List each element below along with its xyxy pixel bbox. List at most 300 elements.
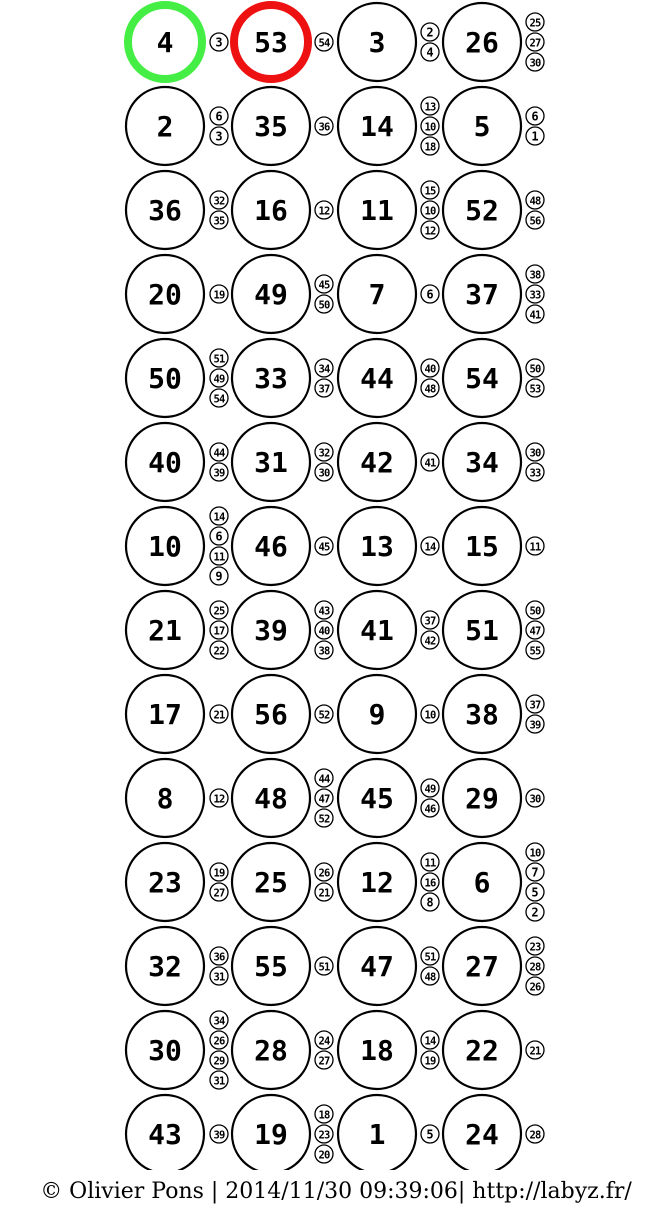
hint-number: 51	[424, 951, 436, 964]
cell-number: 39	[254, 614, 288, 647]
cell-52[interactable]	[443, 171, 521, 249]
hint-32	[210, 191, 228, 209]
cell-number: 17	[148, 698, 182, 731]
hint-32	[315, 443, 333, 461]
hint-number: 6	[426, 287, 434, 302]
hint-36	[315, 117, 333, 135]
hint-number: 26	[529, 981, 541, 994]
cell-25[interactable]	[232, 843, 310, 921]
hint-number: 45	[318, 541, 330, 554]
hint-38	[526, 265, 544, 283]
hint-number: 30	[529, 57, 541, 70]
cell-number: 6	[473, 866, 491, 899]
hint-number: 10	[529, 847, 541, 860]
cell-2[interactable]	[126, 87, 204, 165]
hint-number: 6	[215, 529, 223, 544]
hint-number: 51	[213, 353, 225, 366]
cell-number: 53	[254, 26, 288, 59]
hint-number: 30	[529, 793, 541, 806]
hint-37	[421, 611, 439, 629]
hint-number: 16	[424, 877, 436, 890]
cell-number: 56	[254, 698, 288, 731]
cell-31[interactable]	[232, 423, 310, 501]
cell-38[interactable]	[443, 675, 521, 753]
hint-number: 53	[529, 383, 541, 396]
hint-55	[526, 641, 544, 659]
cell-23[interactable]	[126, 843, 204, 921]
hint-37	[315, 379, 333, 397]
cell-number: 16	[254, 194, 288, 227]
hint-44	[315, 769, 333, 787]
hint-number: 33	[529, 467, 541, 480]
hint-14	[210, 507, 228, 525]
cell-43[interactable]	[126, 1095, 204, 1170]
hint-53	[526, 379, 544, 397]
hint-19	[421, 1051, 439, 1069]
cell-30[interactable]	[126, 1011, 204, 1089]
hint-number: 32	[213, 195, 225, 208]
cell-40[interactable]	[126, 423, 204, 501]
hint-number: 35	[213, 215, 225, 228]
cell-20[interactable]	[126, 255, 204, 333]
hint-number: 50	[318, 299, 330, 312]
hint-number: 14	[424, 1035, 436, 1048]
cell-17[interactable]	[126, 675, 204, 753]
hint-10	[421, 705, 439, 723]
cell-number: 18	[360, 1034, 394, 1067]
cell-42[interactable]	[338, 423, 416, 501]
hint-29	[210, 1051, 228, 1069]
hint-number: 10	[424, 121, 436, 134]
hint-number: 38	[529, 269, 541, 282]
cell-number: 27	[465, 950, 499, 983]
hint-number: 52	[318, 709, 330, 722]
hint-number: 23	[529, 941, 541, 954]
cell-41[interactable]	[338, 591, 416, 669]
hint-43	[315, 601, 333, 619]
hint-number: 2	[531, 905, 539, 920]
cell-56[interactable]	[232, 675, 310, 753]
hint-number: 2	[426, 25, 434, 40]
hint-51	[210, 349, 228, 367]
hint-number: 34	[213, 1015, 225, 1028]
hint-34	[315, 359, 333, 377]
hint-number: 27	[318, 1055, 330, 1068]
hint-number: 15	[424, 185, 436, 198]
cell-21[interactable]	[126, 591, 204, 669]
cell-number: 41	[360, 614, 394, 647]
cell-8[interactable]	[126, 759, 204, 837]
hint-number: 49	[213, 373, 225, 386]
hint-18	[315, 1105, 333, 1123]
cell-number: 20	[148, 278, 182, 311]
hint-56	[526, 211, 544, 229]
hint-24	[315, 1031, 333, 1049]
hint-10	[421, 117, 439, 135]
hint-37	[526, 695, 544, 713]
cell-number: 36	[148, 194, 182, 227]
hint-number: 32	[318, 447, 330, 460]
cell-53[interactable]	[234, 5, 308, 79]
hint-25	[210, 601, 228, 619]
hint-18	[421, 137, 439, 155]
cell-number: 40	[148, 446, 182, 479]
cell-50[interactable]	[126, 339, 204, 417]
hint-45	[315, 275, 333, 293]
hint-number: 37	[424, 615, 436, 628]
cell-number: 5	[473, 110, 491, 143]
hint-number: 52	[318, 813, 330, 826]
cell-number: 14	[360, 110, 394, 143]
hint-28	[526, 1125, 544, 1143]
cell-number: 25	[254, 866, 288, 899]
hint-27	[315, 1051, 333, 1069]
hint-5	[526, 883, 544, 901]
cell-number: 4	[156, 26, 174, 59]
hint-number: 27	[529, 37, 541, 50]
cell-19[interactable]	[232, 1095, 310, 1170]
hint-38	[315, 641, 333, 659]
cell-number: 19	[254, 1118, 288, 1151]
hint-48	[526, 191, 544, 209]
cell-46[interactable]	[232, 507, 310, 585]
hint-23	[526, 937, 544, 955]
hint-number: 36	[318, 121, 330, 134]
hint-number: 41	[529, 309, 541, 322]
cell-number: 48	[254, 782, 288, 815]
cell-number: 24	[465, 1118, 499, 1151]
cell-3[interactable]	[338, 3, 416, 81]
hint-50	[526, 601, 544, 619]
hint-40	[315, 621, 333, 639]
cell-47[interactable]	[338, 927, 416, 1005]
hint-number: 45	[318, 279, 330, 292]
cell-number: 49	[254, 278, 288, 311]
hint-number: 3	[215, 129, 223, 144]
hint-number: 13	[424, 101, 436, 114]
cell-number: 22	[465, 1034, 499, 1067]
hint-number: 40	[318, 625, 330, 638]
cell-number: 26	[465, 26, 499, 59]
hint-31	[210, 967, 228, 985]
cell-number: 31	[254, 446, 288, 479]
cell-number: 51	[465, 614, 499, 647]
cell-number: 54	[465, 362, 499, 395]
hint-9	[210, 567, 228, 585]
cell-number: 23	[148, 866, 182, 899]
hint-39	[210, 1125, 228, 1143]
hint-number: 39	[213, 467, 225, 480]
cell-number: 13	[360, 530, 394, 563]
hint-number: 6	[531, 109, 539, 124]
hint-number: 30	[529, 447, 541, 460]
cell-55[interactable]	[232, 927, 310, 1005]
hint-number: 20	[318, 1149, 330, 1162]
hint-11	[210, 547, 228, 565]
hint-number: 44	[318, 773, 330, 786]
hint-50	[526, 359, 544, 377]
cell-22[interactable]	[443, 1011, 521, 1089]
hint-number: 25	[529, 17, 541, 30]
hint-number: 21	[213, 709, 225, 722]
cell-number: 12	[360, 866, 394, 899]
cell-36[interactable]	[126, 171, 204, 249]
hint-45	[315, 537, 333, 555]
cell-number: 7	[368, 278, 386, 311]
hint-30	[315, 463, 333, 481]
hint-number: 14	[213, 511, 225, 524]
hint-39	[526, 715, 544, 733]
cell-number: 34	[465, 446, 499, 479]
hint-number: 54	[213, 393, 225, 406]
hint-12	[421, 221, 439, 239]
hint-number: 21	[529, 1045, 541, 1058]
hint-17	[210, 621, 228, 639]
hint-19	[210, 285, 228, 303]
cell-33[interactable]	[232, 339, 310, 417]
hint-number: 18	[318, 1109, 330, 1122]
hint-number: 26	[213, 1035, 225, 1048]
cell-37[interactable]	[443, 255, 521, 333]
hint-number: 4	[426, 45, 434, 60]
hint-number: 44	[213, 447, 225, 460]
cell-51[interactable]	[443, 591, 521, 669]
hint-number: 40	[424, 363, 436, 376]
hint-number: 11	[213, 551, 225, 564]
hint-number: 28	[529, 1129, 541, 1142]
hint-39	[210, 463, 228, 481]
cell-number: 9	[368, 698, 386, 731]
hint-54	[315, 33, 333, 51]
hint-30	[526, 443, 544, 461]
hint-51	[421, 947, 439, 965]
hint-number: 5	[426, 1127, 434, 1142]
hint-number: 30	[318, 467, 330, 480]
cell-29[interactable]	[443, 759, 521, 837]
hint-13	[421, 97, 439, 115]
cell-number: 50	[148, 362, 182, 395]
hint-3	[210, 33, 228, 51]
hint-number: 50	[529, 605, 541, 618]
hint-12	[315, 201, 333, 219]
cell-24[interactable]	[443, 1095, 521, 1170]
hint-11	[526, 537, 544, 555]
hint-number: 27	[213, 887, 225, 900]
hint-number: 11	[424, 857, 436, 870]
hint-number: 42	[424, 635, 436, 648]
hint-number: 10	[424, 205, 436, 218]
hint-14	[421, 537, 439, 555]
cell-49[interactable]	[232, 255, 310, 333]
hint-number: 43	[318, 605, 330, 618]
hint-2	[421, 23, 439, 41]
cell-39[interactable]	[232, 591, 310, 669]
hint-49	[421, 779, 439, 797]
hint-number: 38	[318, 645, 330, 658]
cell-54[interactable]	[443, 339, 521, 417]
hint-20	[315, 1145, 333, 1163]
hint-52	[315, 705, 333, 723]
hint-22	[210, 641, 228, 659]
hint-number: 25	[213, 605, 225, 618]
hint-number: 28	[529, 961, 541, 974]
hint-number: 5	[531, 885, 539, 900]
hint-35	[210, 211, 228, 229]
hint-50	[315, 295, 333, 313]
cell-14[interactable]	[338, 87, 416, 165]
hint-51	[315, 957, 333, 975]
hint-21	[210, 705, 228, 723]
hint-number: 34	[318, 363, 330, 376]
hint-number: 3	[215, 35, 223, 50]
cell-9[interactable]	[338, 675, 416, 753]
hint-number: 14	[424, 541, 436, 554]
hint-number: 19	[424, 1055, 436, 1068]
hint-6	[210, 527, 228, 545]
hint-number: 48	[424, 383, 436, 396]
hint-27	[210, 883, 228, 901]
hint-4	[421, 43, 439, 61]
hint-number: 22	[213, 645, 225, 658]
hint-number: 23	[318, 1129, 330, 1142]
cell-number: 32	[148, 950, 182, 983]
cell-number: 45	[360, 782, 394, 815]
cell-34[interactable]	[443, 423, 521, 501]
cell-10[interactable]	[126, 507, 204, 585]
cell-32[interactable]	[126, 927, 204, 1005]
cell-12[interactable]	[338, 843, 416, 921]
cell-4[interactable]	[128, 5, 202, 79]
cell-number: 21	[148, 614, 182, 647]
hint-40	[421, 359, 439, 377]
hint-number: 48	[529, 195, 541, 208]
hint-number: 31	[213, 971, 225, 984]
hint-1	[526, 127, 544, 145]
hint-number: 55	[529, 645, 541, 658]
cell-number: 3	[368, 26, 386, 59]
cell-number: 46	[254, 530, 288, 563]
hint-11	[421, 853, 439, 871]
hint-number: 18	[424, 141, 436, 154]
copyright-footer: © Olivier Pons | 2014/11/30 09:39:06| http://labyz.fr/	[40, 1179, 632, 1204]
cell-number: 28	[254, 1034, 288, 1067]
hint-33	[526, 463, 544, 481]
hint-36	[210, 947, 228, 965]
cell-27[interactable]	[443, 927, 521, 1005]
hint-number: 19	[213, 867, 225, 880]
hint-number: 6	[215, 109, 223, 124]
hint-34	[210, 1011, 228, 1029]
hint-7	[526, 863, 544, 881]
hint-number: 17	[213, 625, 225, 638]
hint-47	[315, 789, 333, 807]
hint-number: 12	[213, 793, 225, 806]
hint-number: 37	[318, 383, 330, 396]
hint-number: 54	[318, 37, 330, 50]
hint-19	[210, 863, 228, 881]
hint-10	[421, 201, 439, 219]
hint-10	[526, 843, 544, 861]
cell-7[interactable]	[338, 255, 416, 333]
hint-47	[526, 621, 544, 639]
hint-49	[210, 369, 228, 387]
hint-21	[315, 883, 333, 901]
hint-number: 46	[424, 803, 436, 816]
hint-number: 26	[318, 867, 330, 880]
hint-25	[526, 13, 544, 31]
hint-31	[210, 1071, 228, 1089]
cell-number: 52	[465, 194, 499, 227]
cell-number: 2	[156, 110, 174, 143]
hint-number: 48	[424, 971, 436, 984]
cell-48[interactable]	[232, 759, 310, 837]
hint-number: 24	[318, 1035, 330, 1048]
hint-44	[210, 443, 228, 461]
cell-18[interactable]	[338, 1011, 416, 1089]
hint-16	[421, 873, 439, 891]
cell-number: 38	[465, 698, 499, 731]
hint-41	[526, 305, 544, 323]
hint-number: 50	[529, 363, 541, 376]
hint-48	[421, 967, 439, 985]
hint-number: 49	[424, 783, 436, 796]
hint-number: 12	[318, 205, 330, 218]
cell-1[interactable]	[338, 1095, 416, 1170]
hint-3	[210, 127, 228, 145]
cell-35[interactable]	[232, 87, 310, 165]
cell-13[interactable]	[338, 507, 416, 585]
hint-number: 19	[213, 289, 225, 302]
hint-8	[421, 893, 439, 911]
cell-number: 29	[465, 782, 499, 815]
hint-number: 47	[529, 625, 541, 638]
hint-number: 39	[213, 1129, 225, 1142]
cell-16[interactable]	[232, 171, 310, 249]
hint-42	[421, 631, 439, 649]
hint-number: 8	[426, 895, 434, 910]
cell-28[interactable]	[232, 1011, 310, 1089]
hint-52	[315, 809, 333, 827]
cell-number: 43	[148, 1118, 182, 1151]
hint-number: 31	[213, 1075, 225, 1088]
cell-5[interactable]	[443, 87, 521, 165]
hint-number: 36	[213, 951, 225, 964]
cell-number: 35	[254, 110, 288, 143]
cell-number: 30	[148, 1034, 182, 1067]
cell-number: 15	[465, 530, 499, 563]
cell-45[interactable]	[338, 759, 416, 837]
cell-number: 42	[360, 446, 394, 479]
cell-26[interactable]	[443, 3, 521, 81]
cell-6[interactable]	[443, 843, 521, 921]
hint-number: 7	[531, 865, 539, 880]
hint-number: 37	[529, 699, 541, 712]
cell-11[interactable]	[338, 171, 416, 249]
cell-15[interactable]	[443, 507, 521, 585]
cell-number: 37	[465, 278, 499, 311]
hint-number: 39	[529, 719, 541, 732]
hint-5	[421, 1125, 439, 1143]
hint-28	[526, 957, 544, 975]
cell-44[interactable]	[338, 339, 416, 417]
cell-number: 44	[360, 362, 394, 395]
cell-number: 55	[254, 950, 288, 983]
hint-26	[315, 863, 333, 881]
hint-number: 21	[318, 887, 330, 900]
hint-54	[210, 389, 228, 407]
hint-6	[421, 285, 439, 303]
hint-41	[421, 453, 439, 471]
